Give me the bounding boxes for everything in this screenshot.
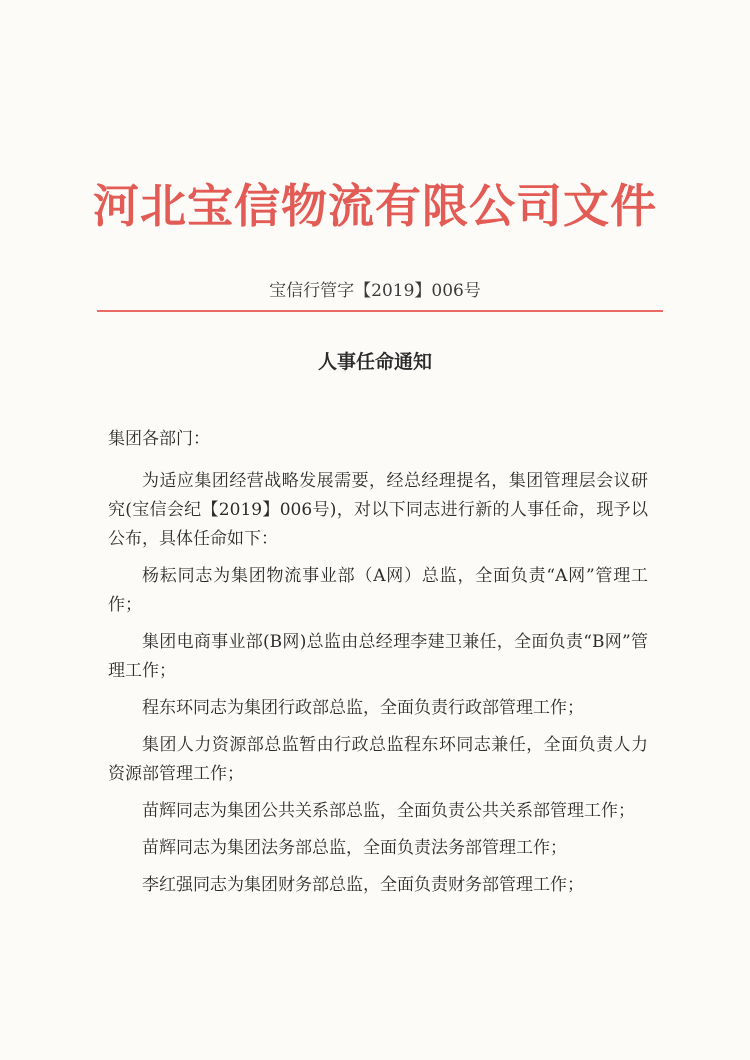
paragraph-appointment: 集团人力资源部总监暂由行政总监程东环同志兼任，全面负责人力资源部管理工作； (108, 735, 648, 784)
paragraph-appointment: 苗辉同志为集团法务部总监，全面负责法务部管理工作； (142, 838, 567, 858)
red-divider-line (97, 310, 663, 312)
paragraph-intro: 为适应集团经营战略发展需要，经总经理提名，集团管理层会议研究(宝信会纪【2019】006号)，对以下同志进行新的人事任命，现予以公布，具体任命如下： (108, 471, 648, 549)
paragraph-appointment: 李红强同志为集团财务部总监，全面负责财务部管理工作； (142, 875, 584, 895)
paragraph-appointment: 集团电商事业部(B网)总监由总经理李建卫兼任，全面负责“B网”管理工作； (108, 632, 648, 681)
notice-body (108, 425, 648, 908)
paragraph-appointment: 程东环同志为集团行政部总监，全面负责行政部管理工作； (142, 698, 584, 718)
paragraph-appointment: 苗辉同志为集团公共关系部总监，全面负责公共关系部管理工作； (142, 801, 635, 821)
notice-title: 人事任命通知 (317, 351, 432, 373)
salutation: 集团各部门： (108, 429, 210, 449)
org-document-header: 河北宝信物流有限公司文件 (93, 179, 657, 233)
paragraph-appointment: 杨耘同志为集团物流事业部（A网）总监，全面负责“A网”管理工作； (108, 566, 648, 615)
document-number: 宝信行管字【2019】006号 (269, 281, 481, 301)
